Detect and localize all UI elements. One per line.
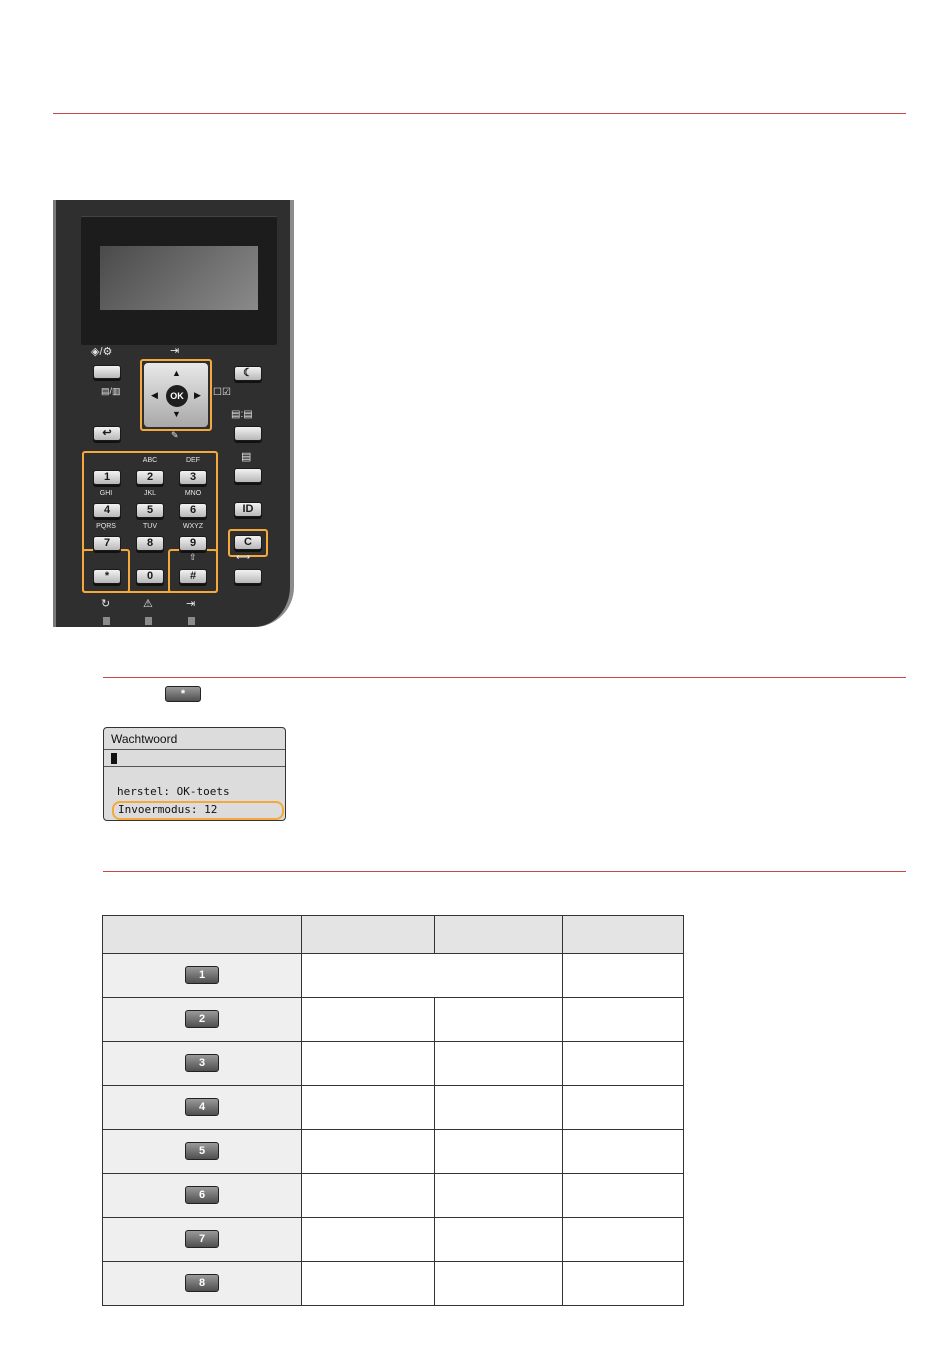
table-row xyxy=(103,954,684,998)
table-cell xyxy=(563,1262,684,1306)
table-cell xyxy=(435,1262,563,1306)
key-7[interactable]: 7 xyxy=(93,536,121,551)
id-button[interactable]: ID xyxy=(234,502,262,517)
table-key-icon: 3 xyxy=(185,1054,219,1072)
key-3[interactable]: 3 xyxy=(179,470,207,485)
table-key-icon: 4 xyxy=(185,1098,219,1116)
table-row xyxy=(103,1042,684,1086)
processing-icon: ⇥ xyxy=(186,598,196,610)
ok-button[interactable]: OK xyxy=(166,385,188,407)
processing-led xyxy=(188,617,195,625)
key-8[interactable]: 8 xyxy=(136,536,164,551)
table-row xyxy=(103,1174,684,1218)
right-arrow-icon[interactable]: ▶ xyxy=(194,390,201,400)
key-letters: MNO xyxy=(184,490,202,497)
table-cell xyxy=(435,1174,563,1218)
key-letters: WXYZ xyxy=(182,523,204,530)
sleep-button[interactable]: ☾ xyxy=(234,366,262,381)
login-icon: ⇥ xyxy=(170,345,180,357)
table-key-icon: 6 xyxy=(185,1186,219,1204)
table-row xyxy=(103,1086,684,1130)
table-cell xyxy=(563,1042,684,1086)
power-led xyxy=(103,617,110,625)
scan-icon: ▤ xyxy=(241,451,252,463)
table-row xyxy=(103,1262,684,1306)
panel-edge xyxy=(53,200,56,627)
text-cursor xyxy=(111,753,117,764)
back-button[interactable]: ↩ xyxy=(93,426,121,441)
screen-hint: herstel: OK-toets xyxy=(117,785,230,798)
table-cell xyxy=(563,1130,684,1174)
wrench-icon: ✎ xyxy=(171,430,179,440)
table-key-icon: 5 xyxy=(185,1142,219,1160)
table-cell xyxy=(435,1130,563,1174)
error-led xyxy=(145,617,152,625)
key-9[interactable]: 9 xyxy=(179,536,207,551)
energy-icon: ◈/⚙ xyxy=(91,346,113,358)
table-cell xyxy=(435,1086,563,1130)
key-6[interactable]: 6 xyxy=(179,503,207,518)
control-panel-illustration xyxy=(53,200,294,627)
table-header-cell xyxy=(103,916,302,954)
clear-button[interactable]: C xyxy=(234,535,262,550)
screen-title: Wachtwoord xyxy=(111,732,178,746)
key-cell xyxy=(103,1218,302,1262)
table-cell xyxy=(435,1218,563,1262)
left-arrow-icon[interactable]: ◀ xyxy=(151,390,158,400)
key-letters: JKL xyxy=(143,490,157,497)
table-key-icon: 7 xyxy=(185,1230,219,1248)
key-cell xyxy=(103,1130,302,1174)
key-hash[interactable]: # xyxy=(179,569,207,584)
status-icon: ▤/▥ xyxy=(101,386,121,396)
key-cell xyxy=(103,954,302,998)
key-letters: ABC xyxy=(142,457,158,464)
stop-button[interactable] xyxy=(234,569,262,584)
key-cell xyxy=(103,1174,302,1218)
table-cell xyxy=(302,1086,435,1130)
table-row xyxy=(103,1218,684,1262)
power-icon: ↻ xyxy=(101,598,111,610)
input-mode-highlight xyxy=(112,801,284,820)
up-arrow-icon[interactable]: ▲ xyxy=(172,368,181,378)
table-cell xyxy=(563,1218,684,1262)
table-cell xyxy=(563,998,684,1042)
lcd-screenshot xyxy=(103,727,286,821)
star-key-icon: * xyxy=(165,686,201,702)
table-cell xyxy=(563,954,684,998)
error-icon: ⚠ xyxy=(143,598,153,610)
table-cell xyxy=(302,1174,435,1218)
character-table xyxy=(102,915,684,1306)
copy-button[interactable] xyxy=(234,426,262,441)
display-screen xyxy=(100,246,258,310)
table-cell xyxy=(302,1218,435,1262)
table-header-cell xyxy=(435,916,563,954)
table-header-cell xyxy=(563,916,684,954)
table-cell xyxy=(302,1042,435,1086)
stop-icon: ⟷ xyxy=(236,552,251,563)
table-key-icon: 8 xyxy=(185,1274,219,1292)
down-arrow-icon[interactable]: ▼ xyxy=(172,409,181,419)
key-2[interactable]: 2 xyxy=(136,470,164,485)
scan-button[interactable] xyxy=(234,468,262,483)
table-header-row xyxy=(103,916,684,954)
key-letters: GHI xyxy=(99,490,113,497)
screen-divider xyxy=(104,749,285,750)
copy-settings-icon: ▤:▤ xyxy=(231,409,253,420)
key-4[interactable]: 4 xyxy=(93,503,121,518)
table-cell xyxy=(435,998,563,1042)
table-cell xyxy=(302,998,435,1042)
key-letters: TUV xyxy=(143,523,157,530)
table-cell xyxy=(563,1174,684,1218)
step-rule xyxy=(103,677,906,678)
checkbox-icon: ☐☑ xyxy=(213,387,231,398)
key-cell xyxy=(103,1262,302,1306)
table-cell xyxy=(302,1130,435,1174)
key-letters: DEF xyxy=(186,457,200,464)
screen-divider xyxy=(104,766,285,767)
input-mode-text: Invoermodus: 12 xyxy=(118,803,218,816)
key-letters: PQRS xyxy=(96,523,116,530)
shift-icon: ⇧ xyxy=(189,552,197,562)
key-0[interactable]: 0 xyxy=(136,569,164,584)
table-row xyxy=(103,1130,684,1174)
key-1[interactable]: 1 xyxy=(93,470,121,485)
table-header-cell xyxy=(302,916,435,954)
table-row xyxy=(103,998,684,1042)
menu-button[interactable] xyxy=(93,365,121,379)
key-5[interactable]: 5 xyxy=(136,503,164,518)
table-key-icon: 1 xyxy=(185,966,219,984)
key-cell xyxy=(103,1042,302,1086)
section-rule xyxy=(103,871,906,872)
table-cell xyxy=(302,1262,435,1306)
key-cell xyxy=(103,1086,302,1130)
table-key-icon: 2 xyxy=(185,1010,219,1028)
table-cell xyxy=(302,954,563,998)
key-star[interactable]: * xyxy=(93,569,121,584)
section-rule xyxy=(53,113,906,114)
key-cell xyxy=(103,998,302,1042)
table-cell xyxy=(435,1042,563,1086)
table-cell xyxy=(563,1086,684,1130)
